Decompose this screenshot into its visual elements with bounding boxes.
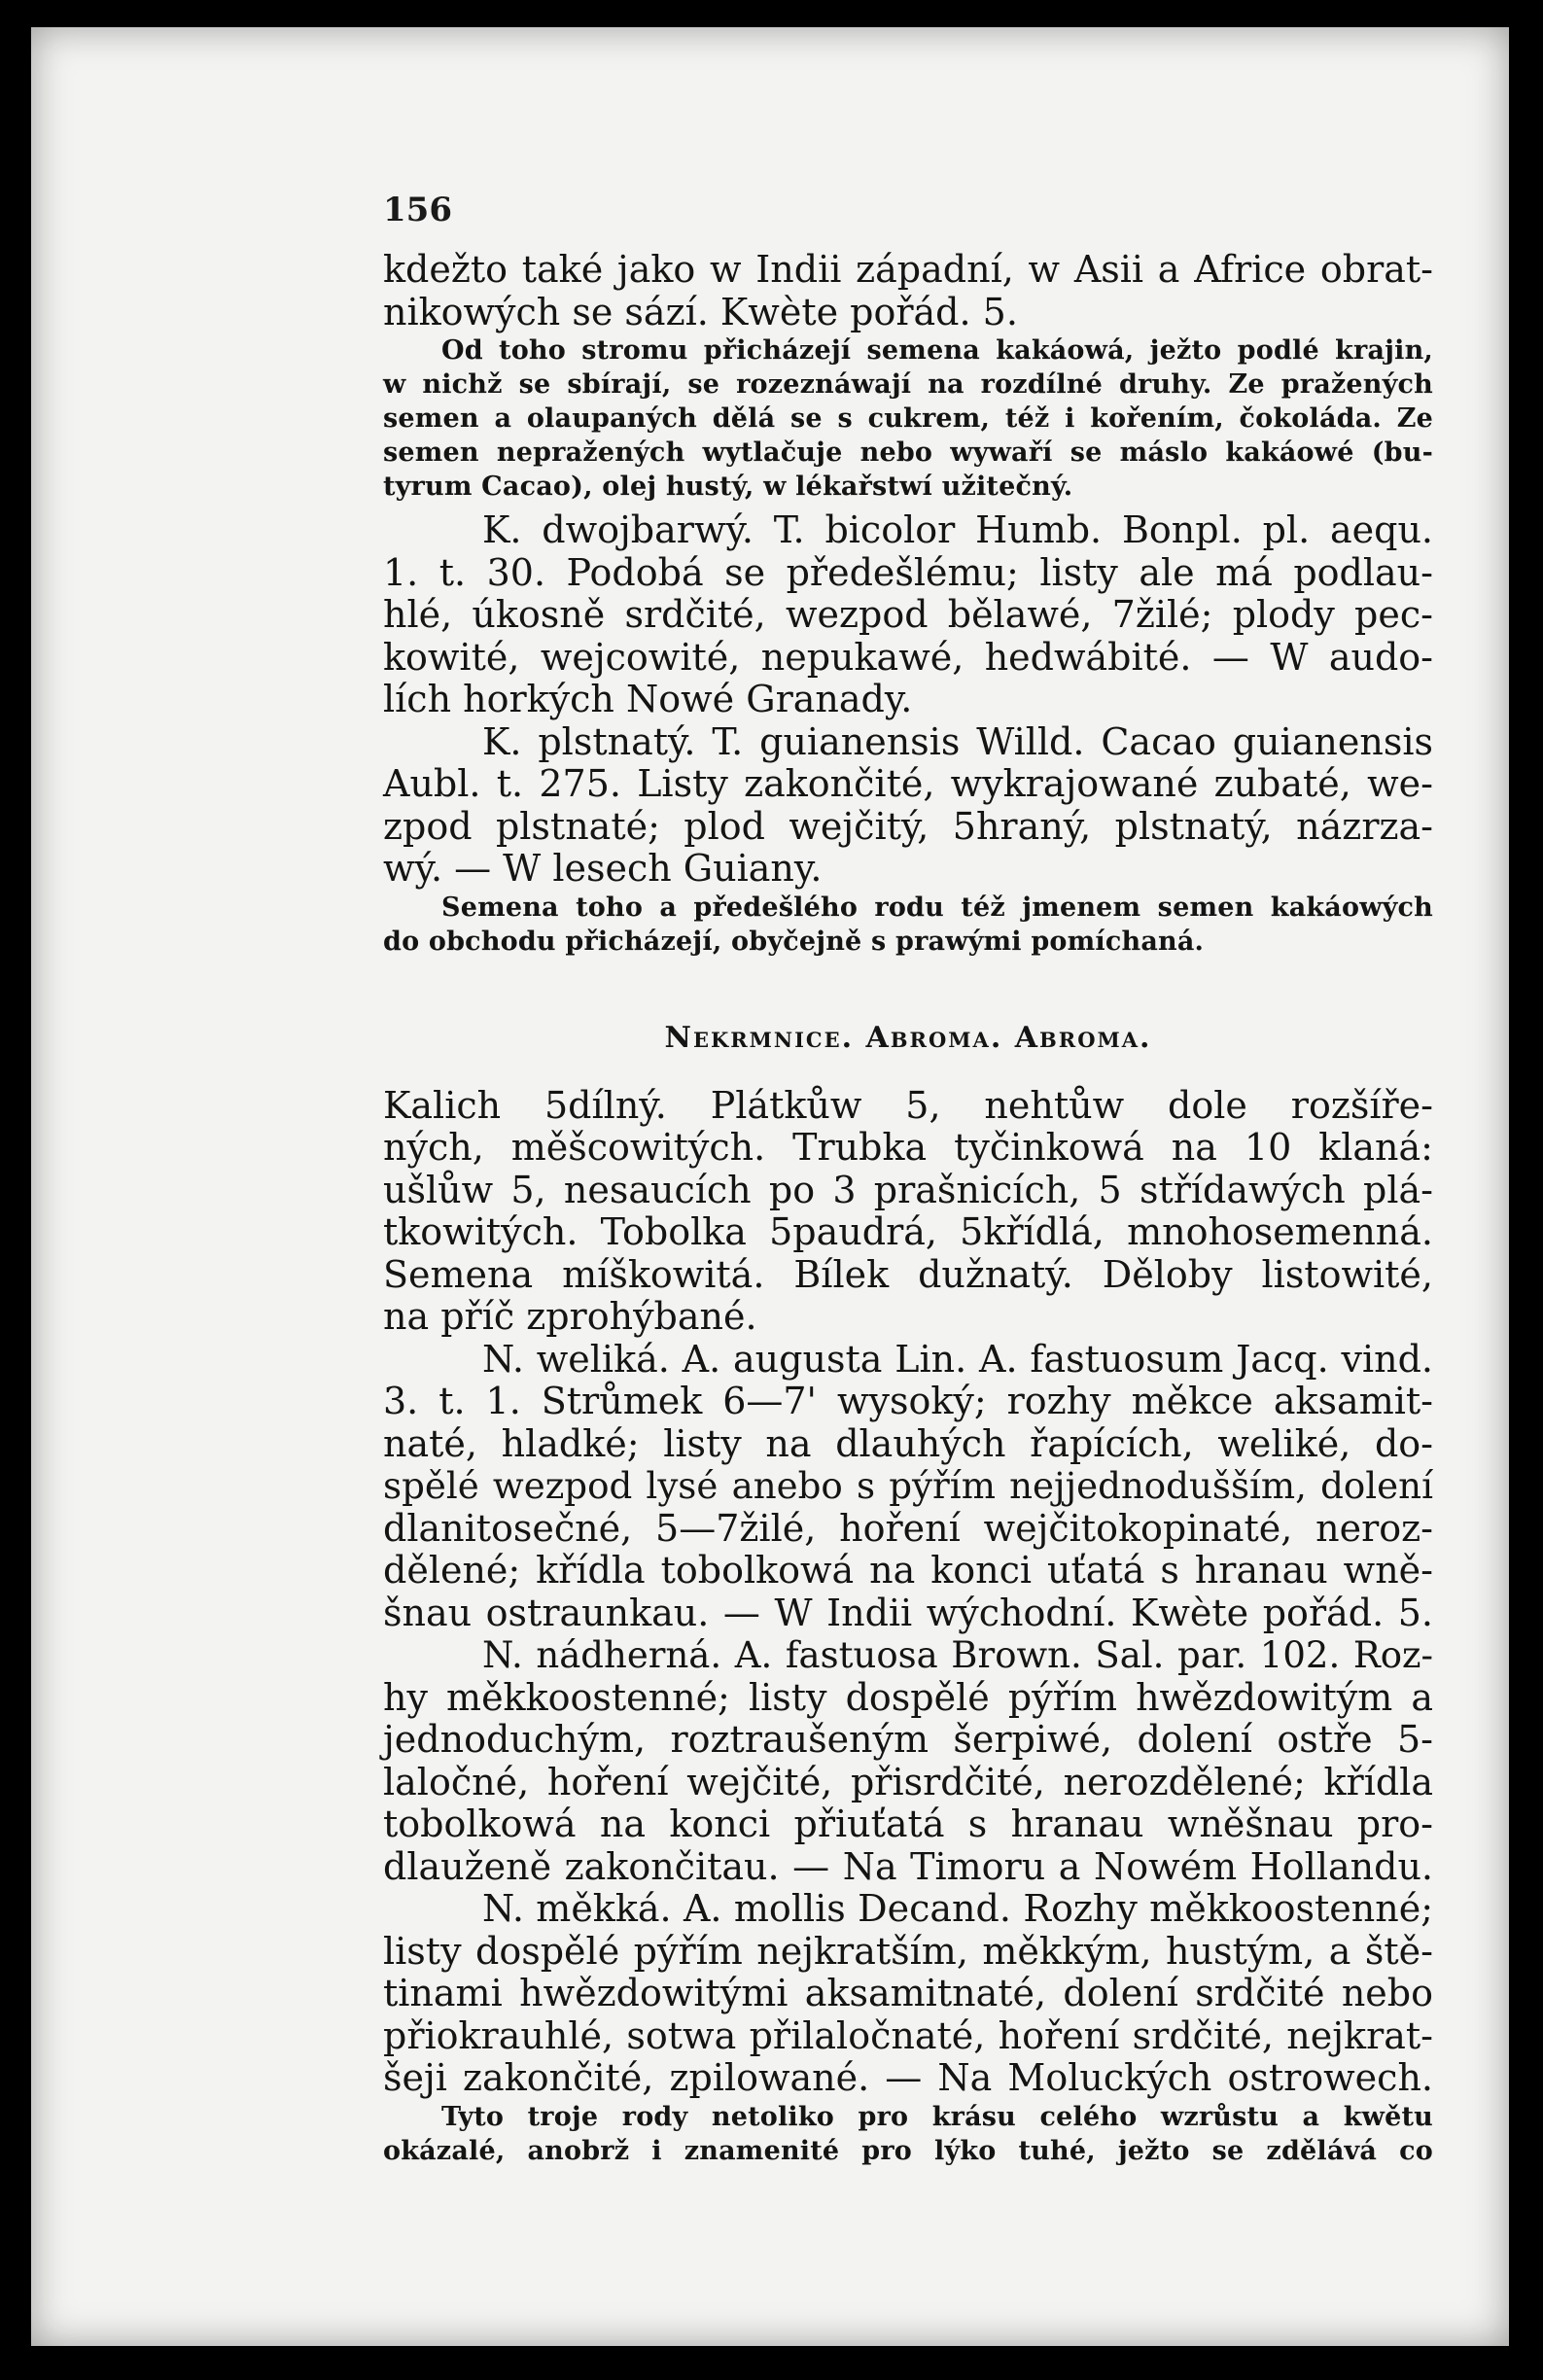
entry-line: 1. t. 30. Podobá se předešlému; listy ale má podlau- xyxy=(383,550,1433,594)
note-line: Semena toho a předešlého rodu též jmenem semen kakáowých xyxy=(441,892,1433,923)
text-line: nikowých se sází. Kwète pořád. 5. xyxy=(383,290,1018,333)
desc-line: na příč zprohýbané. xyxy=(383,1295,757,1338)
desc-line: ných, měšcowitých. Trubka tyčinkowá na 10 klaná: xyxy=(383,1126,1433,1169)
desc-line: dlauženě zakončitau. — Na Timoru a Nowém Hollandu. xyxy=(383,1844,1433,1888)
desc-line: ušlůw 5, nesaucích po 3 prašnicích, 5 střídawých plá- xyxy=(383,1168,1433,1211)
entry-line: hlé, úkosně srdčité, wezpod bělawé, 7žilé; plody pec- xyxy=(383,593,1433,636)
desc-line: N. weliká. A. augusta Lin. A. fastuosum Jacq. vind. xyxy=(482,1337,1433,1381)
desc-line: naté, hladké; listy na dlauhých řapících, weliké, do- xyxy=(383,1421,1433,1465)
note-line: okázalé, anobrž i znamenité pro lýko tuhé, ježto se zdělává co xyxy=(383,2135,1433,2166)
entry-line: kowité, wejcowité, nepukawé, hedwábité. — W audo- xyxy=(383,635,1433,679)
desc-line: dlanitosečné, 5—7žilé, hoření wejčitokopinaté, neroz- xyxy=(383,1506,1433,1550)
desc-line: tinami hwězdowitými aksamitnaté, dolení srdčité nebo xyxy=(383,1972,1433,2014)
desc-line: Kalich 5dílný. Plátkůw 5, nehtůw dole rozšíře- xyxy=(383,1083,1433,1127)
note-seed-trade xyxy=(383,891,1433,959)
text-column xyxy=(383,249,1433,2168)
species-entries xyxy=(383,509,1433,891)
genus-header: Nekrmnice. Abroma. Abroma. xyxy=(664,1020,1152,1055)
desc-line: šnau ostraunkau. — W Indii wýchodní. Kwète pořád. 5. xyxy=(383,1591,1433,1634)
desc-line: N. měkká. A. mollis Decand. Rozhy měkkoostenné; xyxy=(482,1887,1433,1930)
book-page xyxy=(31,27,1509,2346)
entry-line: K. plstnatý. T. guianensis Willd. Cacao guianensis xyxy=(482,719,1433,763)
desc-line: šeji zakončité, zpilowané. — Na Moluckých ostrowech. xyxy=(383,2056,1433,2099)
note-line: w nichž se sbírají, se rozeznáwají na rozdílné druhy. Ze pražených xyxy=(383,369,1433,400)
entry-line: lích horkých Nowé Granady. xyxy=(383,678,913,720)
desc-line: Semena míškowitá. Bílek dužnatý. Děloby listowité, xyxy=(383,1252,1433,1296)
note-line: do obchodu přicházejí, obyčejně s prawými pomíchaná. xyxy=(383,926,1205,957)
note-line: Tyto troje rody netoliko pro krásu celého wzrůstu a kwětu xyxy=(441,2101,1433,2132)
note-line: Od toho stromu přicházejí semena kakáowá, ježto podlé krajin, xyxy=(441,335,1433,366)
desc-line: spělé wezpod lysé anebo s pýřím nejjednodušším, dolení xyxy=(383,1464,1433,1507)
desc-line: tobolkowá na konci přiuťatá s hranau wněšnau pro- xyxy=(383,1802,1433,1845)
desc-line: tkowitých. Tobolka 5paudrá, 5křídlá, mnohosemenná. xyxy=(383,1210,1433,1253)
note-line: tyrum Cacao), olej hustý, w lékařstwí užitečný. xyxy=(383,472,1073,502)
note-line: semen a olaupaných dělá se s cukrem, též i kořením, čokoláda. Ze xyxy=(383,403,1433,434)
entry-line: zpod plstnaté; plod wejčitý, 5hraný, plstnatý, názrza- xyxy=(383,804,1433,848)
desc-line: listy dospělé pýřím nejkratším, měkkým, hustým, a ště- xyxy=(383,1929,1433,1973)
text-line: kdežto také jako w Indii západní, w Asii a Africe obrat- xyxy=(383,248,1433,291)
desc-line: laločné, hoření wejčité, přisrdčité, nerozdělené; křídla xyxy=(383,1760,1433,1803)
page-number: 156 xyxy=(383,191,452,229)
desc-line: jednoduchým, roztraušeným šerpiwé, dolení ostře 5- xyxy=(383,1718,1433,1761)
note-cacao-seeds xyxy=(383,333,1433,504)
desc-line: přiokrauhlé, sotwa přilaločnaté, hoření srdčité, nejkrat- xyxy=(383,2013,1433,2057)
entry-line: K. dwojbarwý. T. bicolor Humb. Bonpl. pl. aequ. xyxy=(482,508,1433,551)
entry-line: Aubl. t. 275. Listy zakončité, wykrajowané zubaté, we- xyxy=(383,762,1433,805)
desc-line: dělené; křídla tobolkowá na konci uťatá s hranau wně- xyxy=(383,1549,1433,1592)
entry-line: wý. — W lesech Guiany. xyxy=(383,847,823,890)
desc-line: 3. t. 1. Strůmek 6—7' wysoký; rozhy měkce aksamit- xyxy=(383,1380,1433,1422)
genus-description xyxy=(383,1085,1433,2100)
paragraph-cultivation xyxy=(383,249,1433,333)
desc-line: hy měkkoostenné; listy dospělé pýřím hwězdowitým a xyxy=(383,1675,1433,1719)
desc-line: N. nádherná. A. fastuosa Brown. Sal. par. 102. Roz- xyxy=(482,1634,1433,1676)
note-line: semen nepražených wytlačuje nebo wywaří se máslo kakáowé (bu- xyxy=(383,438,1433,468)
note-fiber-use xyxy=(383,2100,1433,2168)
